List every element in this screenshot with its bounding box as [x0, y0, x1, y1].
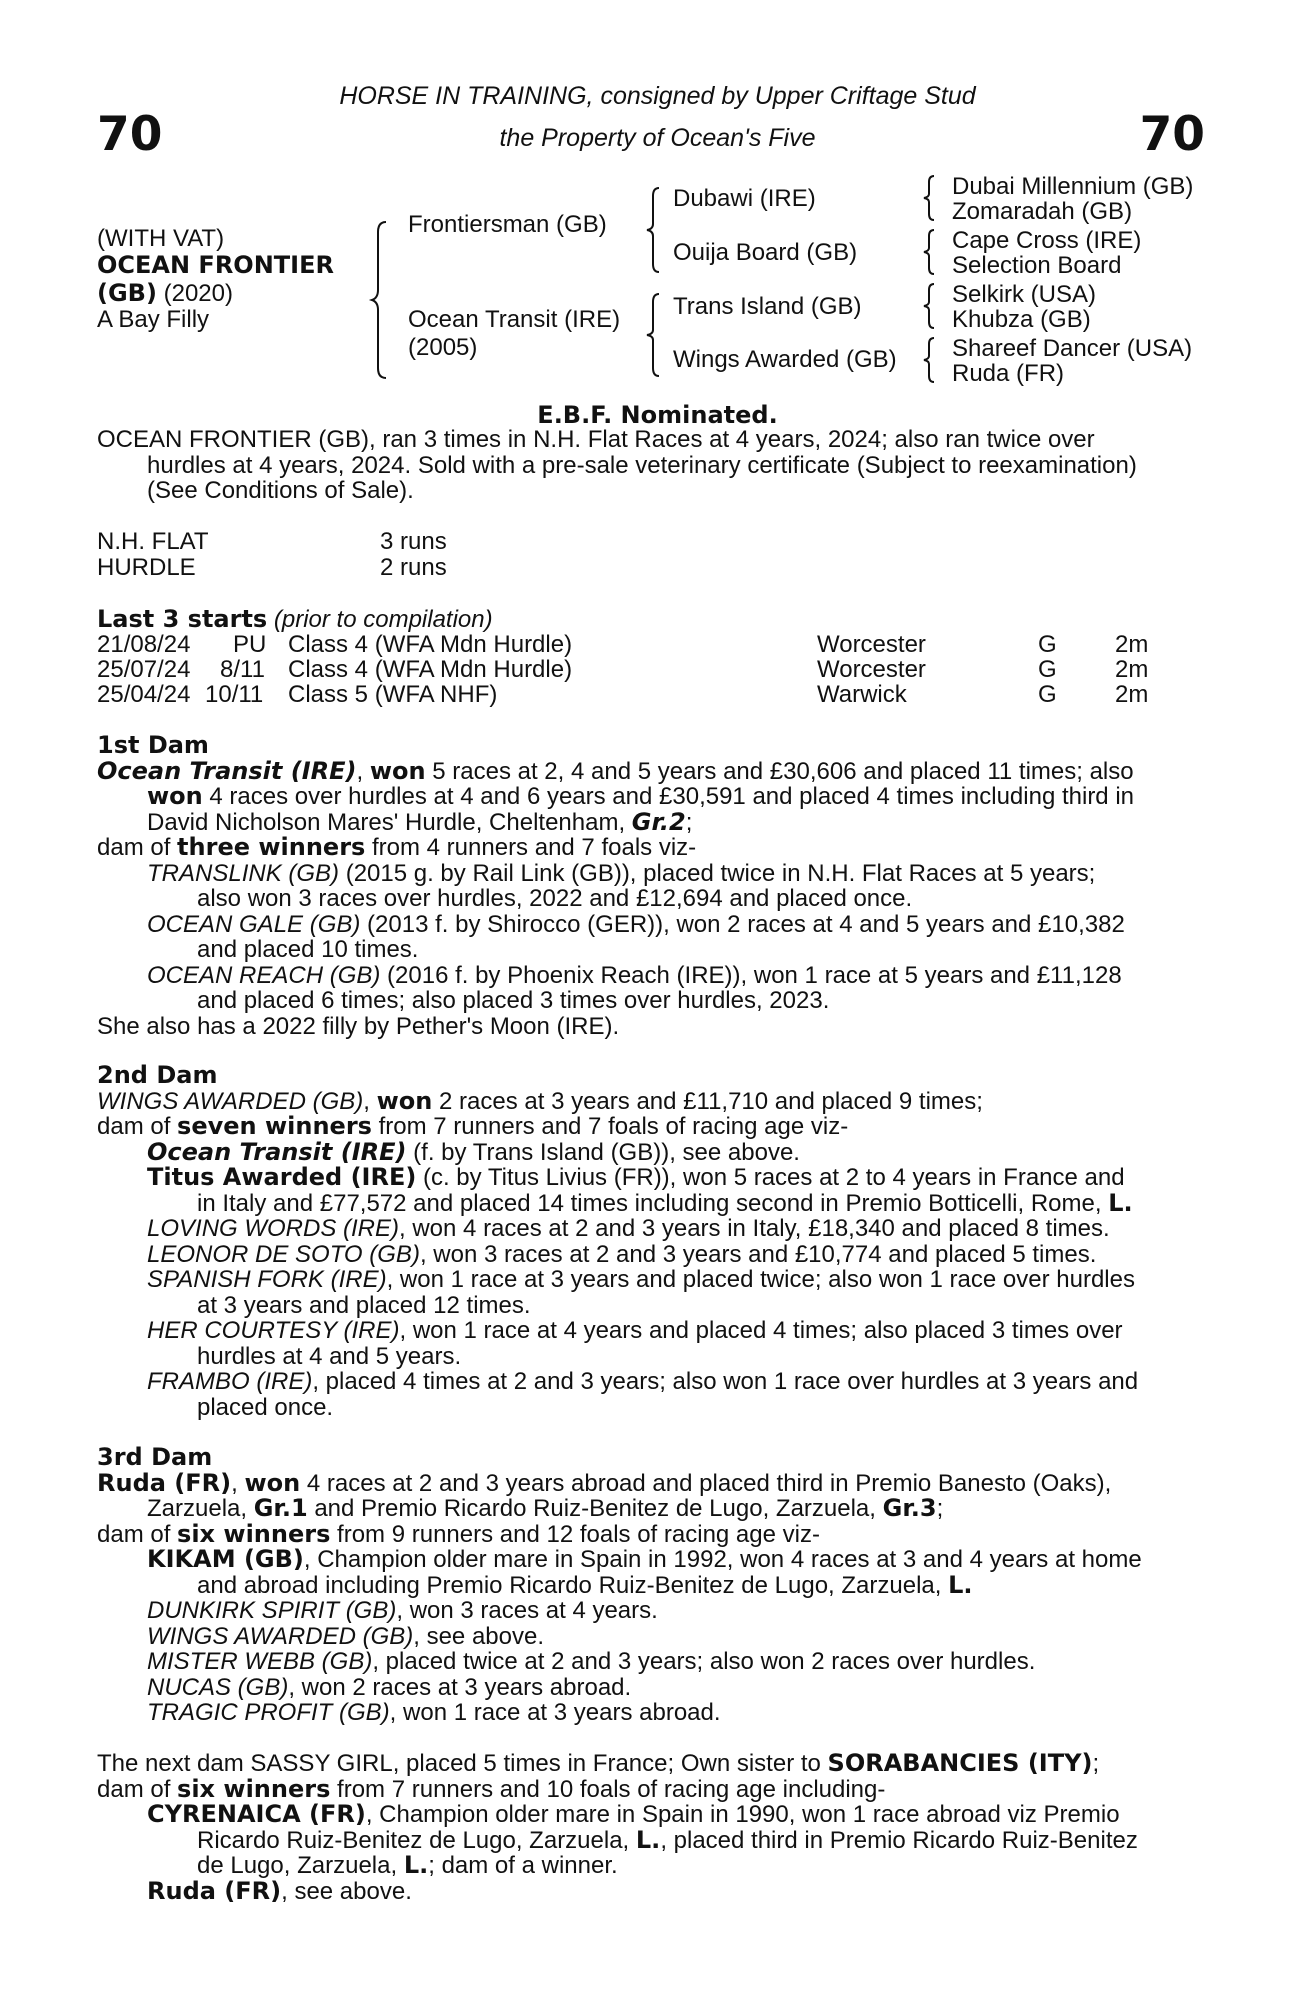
won-label: won — [244, 1468, 301, 1497]
first-dam-line — [97, 807, 1207, 836]
start-race: Class 5 (WFA NHF) — [288, 681, 498, 708]
text: (2015 g. by Rail Link (GB)), placed twice in N.H. Flat Races at 5 years; — [339, 859, 1096, 887]
progeny-line — [97, 912, 1207, 938]
won-label: won — [376, 1086, 433, 1115]
text: dam of — [97, 1775, 178, 1803]
text: , placed 4 times at 2 and 3 years; also won 1 race over hurdles at 3 years and — [312, 1368, 1139, 1395]
text: , won 4 races at 2 and 3 years in Italy, £18,340 and placed 8 times. — [399, 1215, 1110, 1242]
progeny-name: SPANISH FORK (IRE) — [147, 1266, 387, 1293]
text: 4 races over hurdles at 4 and 6 years and £30,591 and placed 4 times including third in — [202, 783, 1135, 810]
progeny-line — [97, 1318, 1207, 1344]
horse-description: A Bay Filly — [97, 306, 210, 333]
progeny-line — [97, 1598, 1207, 1624]
text: ; — [936, 1495, 944, 1522]
text: , won 3 races at 4 years. — [396, 1597, 658, 1624]
third-dam-name: Ruda (FR) — [97, 1468, 232, 1497]
grade-label: Gr.3 — [882, 1494, 937, 1522]
text: , won 1 race at 3 years and placed twice; also won 1 race over hurdles — [386, 1266, 1135, 1293]
start-course: Worcester — [817, 656, 926, 683]
sibling-name: SORABANCIES (ITY) — [827, 1749, 1093, 1777]
owner-line: the Property of Ocean's Five — [499, 124, 816, 152]
horse-suffix: (GB) — [97, 279, 157, 307]
pedigree-dsd: Khubza (GB) — [952, 306, 1091, 333]
progeny-line: and placed 6 times; also placed 3 times over hurdles, 2023. — [197, 987, 830, 1014]
pedigree-sire-sire: Dubawi (IRE) — [673, 185, 816, 212]
progeny-name: MISTER WEBB (GB) — [147, 1648, 373, 1675]
progeny-line — [97, 1802, 1207, 1828]
progeny-line — [97, 1188, 1207, 1217]
listed-label: L. — [948, 1570, 973, 1599]
progeny-line — [97, 1853, 1207, 1879]
pedigree-dam: Ocean Transit (IRE) — [408, 306, 621, 333]
text: Zarzuela, — [147, 1495, 254, 1522]
text: , placed twice at 2 and 3 years; also won 2 races over hurdles. — [372, 1648, 1036, 1675]
progeny-name: LEONOR DE SOTO (GB) — [147, 1240, 420, 1268]
progeny-name: Ruda (FR) — [147, 1876, 282, 1905]
text: from 4 runners and 7 foals viz- — [365, 834, 697, 861]
text: , see above. — [413, 1622, 545, 1650]
pedigree-dam-sire: Trans Island (GB) — [673, 293, 862, 320]
last-starts-note: (prior to compilation) — [273, 606, 493, 633]
text: in Italy and £77,572 and placed 14 times including second in Premio Botticelli, Rome, — [197, 1189, 1109, 1217]
start-date: 25/04/24 — [97, 681, 191, 708]
progeny-line — [97, 1649, 1207, 1675]
progeny-name: Ocean Transit (IRE) — [147, 1137, 407, 1166]
text: from 9 runners and 12 foals of racing age viz- — [330, 1520, 820, 1548]
next-dam-section — [97, 1751, 1207, 1904]
pedigree-brace-sd — [922, 228, 942, 276]
progeny-name: OCEAN GALE (GB) — [147, 910, 361, 938]
progeny-line: hurdles at 4 and 5 years. — [197, 1342, 462, 1370]
third-dam-line — [97, 1496, 1207, 1522]
listed-label: L. — [403, 1851, 429, 1879]
text: , — [356, 757, 370, 785]
start-date: 25/07/24 — [97, 656, 191, 683]
pedigree-ddd: Ruda (FR) — [952, 360, 1065, 387]
progeny-line: at 3 years and placed 12 times. — [197, 1291, 531, 1319]
ebf-nominated: E.B.F. Nominated. — [537, 401, 778, 429]
start-race: Class 4 (WFA Mdn Hurdle) — [288, 631, 573, 658]
record-type: N.H. FLAT — [97, 528, 209, 555]
progeny-name: OCEAN REACH (GB) — [147, 961, 381, 989]
start-going: G — [1038, 656, 1057, 683]
next-dam-line — [97, 1751, 1207, 1777]
first-dam-line — [97, 835, 1207, 861]
start-course: Warwick — [817, 681, 907, 708]
winners-count: seven winners — [177, 1112, 372, 1140]
second-dam-line — [97, 1086, 1207, 1115]
text: and abroad including Premio Ricardo Ruiz-Benitez de Lugo, Zarzuela, — [197, 1571, 949, 1599]
lot-number-left: 70 — [97, 107, 163, 162]
text: ; — [685, 808, 693, 836]
pedigree-sire-dam: Ouija Board (GB) — [673, 239, 858, 266]
second-dam-name: WINGS AWARDED (GB) — [97, 1087, 364, 1115]
text: dam of — [97, 834, 178, 861]
progeny-line — [97, 1267, 1207, 1293]
progeny-line — [97, 1137, 1207, 1166]
first-dam-section — [97, 733, 1207, 1039]
horse-year: (2020) — [156, 280, 233, 307]
race-summary — [97, 427, 1207, 504]
text: , won 2 races at 3 years abroad. — [288, 1673, 632, 1701]
text: , Champion older mare in Spain in 1990, won 1 race abroad viz Premio — [365, 1801, 1120, 1828]
pedigree-dds: Shareef Dancer (USA) — [952, 335, 1193, 362]
progeny-name: NUCAS (GB) — [147, 1673, 289, 1701]
horse-suffix-year — [97, 280, 233, 307]
won-label: won — [369, 756, 426, 785]
summary-line: OCEAN FRONTIER (GB), ran 3 times in N.H. Flat Races at 4 years, 2024; also ran twice over — [97, 426, 1095, 453]
text: dam of — [97, 1520, 178, 1548]
start-going: G — [1038, 681, 1057, 708]
text: 5 races at 2, 4 and 5 years and £30,606 and placed 11 times; also — [425, 757, 1134, 785]
text: from 7 runners and 10 foals of racing age including- — [330, 1775, 886, 1803]
winners-count: three winners — [177, 833, 366, 861]
progeny-line — [97, 1675, 1207, 1701]
text: David Nicholson Mares' Hurdle, Cheltenham, — [147, 808, 632, 836]
text: 4 races at 2 and 3 years abroad and placed third in Premio Banesto (Oaks), — [300, 1469, 1112, 1497]
pedigree-dss: Selkirk (USA) — [952, 281, 1097, 308]
progeny-name: Titus Awarded (IRE) — [147, 1163, 417, 1191]
start-going: G — [1038, 631, 1057, 658]
winners-count: six winners — [177, 1519, 331, 1548]
progeny-line — [97, 1624, 1207, 1650]
pedigree-dam-dam: Wings Awarded (GB) — [673, 346, 897, 373]
lot-number-right: 70 — [1139, 107, 1205, 162]
progeny-name: FRAMBO (IRE) — [147, 1368, 313, 1395]
pedigree-brace-ds — [922, 282, 942, 330]
last-starts-title: Last 3 starts — [97, 605, 268, 633]
record-runs: 3 runs — [380, 528, 447, 555]
progeny-line — [97, 861, 1207, 887]
pedigree-sss: Dubai Millennium (GB) — [952, 173, 1194, 200]
progeny-line — [97, 1570, 1207, 1599]
start-position: 8/11 — [220, 656, 265, 683]
text: , see above. — [281, 1877, 412, 1905]
third-dam-line — [97, 1519, 1207, 1548]
first-dam-line — [97, 784, 1207, 810]
text: from 7 runners and 7 foals of racing age viz- — [371, 1113, 849, 1140]
last-starts-heading — [97, 606, 493, 633]
listed-label: L. — [1108, 1188, 1133, 1217]
pedigree-brace-dd — [922, 336, 942, 384]
third-dam-line — [97, 1468, 1207, 1497]
consignor-line: HORSE IN TRAINING, consigned by Upper Criftage Stud — [339, 82, 976, 110]
text: 2 races at 3 years and £11,710 and placed 9 times; — [432, 1087, 983, 1115]
start-date: 21/08/24 — [97, 631, 191, 658]
progeny-name: DUNKIRK SPIRIT (GB) — [147, 1597, 397, 1624]
text: (2016 f. by Phoenix Reach (IRE)), won 1 race at 5 years and £11,128 — [380, 961, 1122, 989]
first-dam-name: Ocean Transit (IRE) — [97, 756, 357, 785]
progeny-line — [97, 1700, 1207, 1726]
listed-label: L. — [635, 1825, 661, 1854]
start-position: 10/11 — [205, 681, 264, 708]
progeny-line — [97, 1216, 1207, 1242]
record-type: HURDLE — [97, 554, 196, 581]
text: de Lugo, Zarzuela, — [197, 1852, 404, 1879]
text: , won 1 race at 4 years and placed 4 times; also placed 3 times over — [399, 1317, 1123, 1344]
progeny-line: placed once. — [197, 1393, 334, 1421]
text: , placed third in Premio Ricardo Ruiz-Benitez — [660, 1826, 1138, 1854]
vat-note: (WITH VAT) — [97, 225, 225, 252]
start-position: PU — [233, 631, 267, 658]
progeny-name: WINGS AWARDED (GB) — [147, 1622, 414, 1650]
progeny-line — [97, 1876, 1207, 1905]
progeny-line: also won 3 races over hurdles, 2022 and £12,694 and placed once. — [197, 885, 913, 912]
text: ; dam of a winner. — [428, 1852, 618, 1879]
start-course: Worcester — [817, 631, 926, 658]
progeny-line — [97, 1547, 1207, 1573]
text: , won 1 race at 3 years abroad. — [389, 1699, 721, 1726]
progeny-name: CYRENAICA (FR) — [147, 1800, 366, 1828]
progeny-name: KIKAM (GB) — [147, 1545, 304, 1573]
first-dam-also: She also has a 2022 filly by Pether's Moon (IRE). — [97, 1012, 620, 1040]
text: ; — [1092, 1750, 1100, 1777]
pedigree-sire: Frontiersman (GB) — [408, 211, 607, 238]
text: , won 3 races at 2 and 3 years and £10,774 and placed 5 times. — [419, 1240, 1097, 1268]
start-distance: 2m — [1115, 656, 1149, 683]
second-dam-line — [97, 1114, 1207, 1140]
horse-name: OCEAN FRONTIER — [97, 251, 334, 279]
text: (c. by Titus Livius (FR)), won 5 races at 2 to 4 years in France and — [416, 1164, 1125, 1191]
pedigree-sds: Cape Cross (IRE) — [952, 227, 1142, 254]
grade-label: Gr.1 — [253, 1494, 308, 1522]
second-dam-section — [97, 1063, 1207, 1420]
winners-count: six winners — [177, 1774, 331, 1803]
progeny-line — [97, 1369, 1207, 1395]
text: , Champion older mare in Spain in 1992, won 4 races at 3 and 4 years at home — [303, 1546, 1142, 1573]
pedigree-dam-year: (2005) — [408, 334, 478, 361]
won-label: won — [147, 782, 203, 810]
third-dam-heading: 3rd Dam — [97, 1443, 213, 1471]
summary-line: hurdles at 4 years, 2024. Sold with a pre-sale veterinary certificate (Subject to reexamination) — [147, 451, 1137, 479]
first-dam-heading: 1st Dam — [97, 731, 209, 759]
progeny-line — [97, 1825, 1207, 1854]
pedigree-ssd: Zomaradah (GB) — [952, 198, 1133, 225]
first-dam-line — [97, 756, 1207, 785]
text: Ricardo Ruiz-Benitez de Lugo, Zarzuela, — [197, 1826, 636, 1854]
next-dam-line — [97, 1774, 1207, 1803]
third-dam-section — [97, 1445, 1207, 1726]
grade-label: Gr.2 — [631, 807, 686, 836]
progeny-name: TRAGIC PROFIT (GB) — [147, 1699, 390, 1726]
start-distance: 2m — [1115, 631, 1149, 658]
progeny-line — [97, 1165, 1207, 1191]
text: and Premio Ricardo Ruiz-Benitez de Lugo, Zarzuela, — [307, 1495, 883, 1522]
pedigree-brace-main — [370, 220, 400, 380]
start-race: Class 4 (WFA Mdn Hurdle) — [288, 656, 573, 683]
pedigree-brace-sire — [645, 186, 669, 274]
pedigree-brace-dam — [645, 292, 669, 378]
progeny-name: LOVING WORDS (IRE) — [147, 1215, 400, 1242]
text: (f. by Trans Island (GB)), see above. — [406, 1138, 800, 1166]
text: The next dam SASSY GIRL, placed 5 times in France; Own sister to — [97, 1750, 828, 1777]
text: , — [363, 1087, 377, 1115]
progeny-line — [97, 963, 1207, 989]
pedigree-sdd: Selection Board — [952, 252, 1122, 279]
summary-line: (See Conditions of Sale). — [147, 477, 414, 504]
text: (2013 f. by Shirocco (GER)), won 2 races at 4 and 5 years and £10,382 — [360, 910, 1125, 938]
second-dam-heading: 2nd Dam — [97, 1061, 218, 1089]
text: , — [231, 1469, 245, 1497]
progeny-line — [97, 1242, 1207, 1268]
record-runs: 2 runs — [380, 554, 447, 581]
progeny-line: and placed 10 times. — [197, 936, 419, 963]
progeny-name: TRANSLINK (GB) — [147, 859, 340, 887]
start-distance: 2m — [1115, 681, 1149, 708]
progeny-name: HER COURTESY (IRE) — [147, 1317, 400, 1344]
pedigree-brace-ss — [922, 174, 942, 222]
text: dam of — [97, 1113, 178, 1140]
